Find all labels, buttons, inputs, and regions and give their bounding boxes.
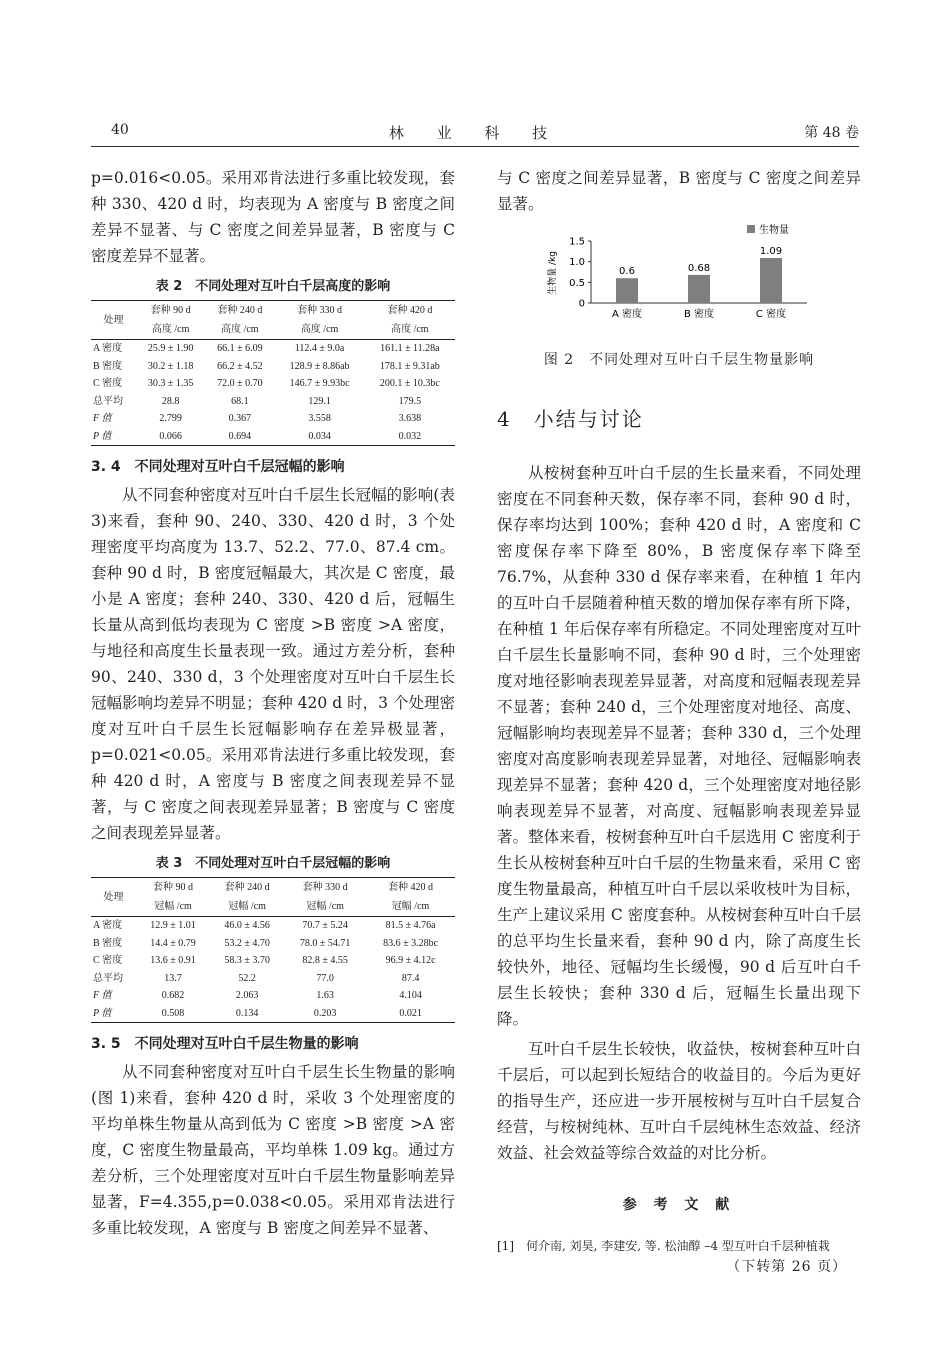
table2-col-1-line1: 套种 90 d [150, 305, 191, 316]
table-cell: 25.9 ± 1.90 [147, 343, 194, 354]
table-cell: 0.367 [228, 413, 252, 424]
table-cell: 1.63 [316, 990, 334, 1001]
y-tick-label: 1.0 [569, 257, 585, 269]
table3-col-1-line2: 冠幅 /cm [154, 901, 192, 912]
row-label: 总平均 [93, 395, 123, 407]
table3-col-3-line1: 套种 330 d [302, 882, 348, 893]
table-cell: 0.694 [228, 430, 252, 442]
table-cell: 0.203 [313, 1007, 337, 1019]
table-row [91, 393, 455, 411]
table-cell: 13.6 ± 0.91 [150, 955, 196, 966]
table3-title: 表 3 不同处理对互叶白千层冠幅的影响 [155, 856, 391, 871]
table-cell: 112.4 ± 9.0a [294, 343, 345, 354]
table-cell: 46.0 ± 4.56 [224, 920, 270, 931]
section-4-title: 4 小结与讨论 [497, 407, 644, 431]
table-row [91, 1005, 455, 1023]
table-cell: 66.1 ± 6.09 [217, 343, 263, 354]
y-axis-label: 生物量 /kg [548, 251, 558, 295]
table3-col-4-line2: 冠幅 /cm [391, 901, 430, 912]
table-cell: 2.063 [235, 990, 259, 1001]
right-column [497, 165, 861, 1276]
table-cell: 0.066 [159, 430, 182, 442]
table2-col-1-line2: 高度 /cm [151, 324, 190, 335]
table3-col-3-line2: 冠幅 /cm [306, 901, 344, 912]
bar-2 [688, 275, 710, 303]
page-header [91, 118, 859, 147]
row-label: B 密度 [93, 360, 123, 372]
table2 [91, 300, 455, 446]
table-row [91, 987, 455, 1005]
table-row [91, 410, 455, 428]
table-cell: 179.5 [398, 395, 422, 407]
table-row [91, 375, 455, 393]
table-row [91, 952, 455, 970]
table3-col-1-line1: 套种 90 d [153, 882, 194, 893]
table2-header-row [91, 301, 455, 321]
table-cell: 0.032 [398, 430, 422, 442]
table-cell: 129.1 [308, 395, 331, 407]
y-tick-label: 0 [578, 298, 585, 310]
table-cell: 161.1 ± 11.28a [380, 343, 440, 354]
section-4-paragraph-1: 从桉树套种互叶白千层的生长量来看，不同处理密度在不同套种天数，保存率不同，套种 90 d 时，保存率均达到 100%；套种 420 d 时，A 密度和 C 密度保存率下降至 80%，B 密度保存率下降至 76.7%，从套种 330 d 保存率来看，在种植 1 年内的互叶白千层随着种植天数的增加保存率有所下降，在种植 1 年后保存率有所稳定。不同处理密度对互叶白千层生长量影响不同，套种 90 d 时，三个处理密度对地径影响表现差异显著，对高度和冠幅表现差异不显著；套种 240 d，三个处理密度对地径、高度、冠幅影响均表现差异不显著；套种 330 d，三个处理密度对高度影响表现差异显著，对地径、冠幅影响表现差异不显著；套种 420 d，三个处理密度对地径影响表现差异不显著，对高度、冠幅影响表现差异显著。整体来看，桉树套种互叶白千层选用 C 密度利于生长从桉树套种互叶白千层的生物量来看，采用 C 密度生物量最高，种植互叶白千层以采收枝叶为目标，生产上建议采用 C 密度套种。从桉树套种互叶白千层的总平均生长量来看，套种 90 d 内，除了高度生长较快外，地径、冠幅均生长缓慢，90 d 后互叶白千层生长较快；套种 330 d 后，冠幅生长量出现下降。 [497, 464, 861, 1028]
table-cell: 0.682 [161, 990, 185, 1001]
references-title: 参 考 文 献 [622, 1197, 736, 1213]
table-row [91, 917, 455, 935]
table2-col-3-line2: 高度 /cm [300, 324, 339, 335]
table2-col-2-line1: 套种 240 d [217, 305, 263, 316]
reference-1: [1] 何介南, 刘昊, 李建安, 等. 松油醇 –4 型互叶白千层种植栽 [497, 1239, 830, 1253]
table-cell: 12.9 ± 1.01 [150, 920, 196, 931]
table-cell: 13.7 [164, 972, 182, 984]
table-cell: 14.4 ± 0.79 [150, 937, 196, 949]
table-cell: 200.1 ± 10.3bc [379, 378, 440, 389]
x-category-label: A 密度 [611, 309, 643, 320]
row-label: 总平均 [93, 972, 123, 984]
table-row [91, 935, 455, 953]
right-paragraph-1: 与 C 密度之间差异显著，B 密度与 C 密度之间差异显著。 [497, 169, 861, 213]
row-label: C 密度 [93, 955, 123, 966]
table-cell: 28.8 [161, 395, 180, 407]
x-category-label: B 密度 [683, 309, 715, 320]
table-cell: 0.508 [161, 1007, 185, 1019]
table-row [91, 358, 455, 376]
page-number: 40 [111, 122, 129, 138]
table3-col-4-line1: 套种 420 d [388, 882, 434, 893]
table-cell: 82.8 ± 4.55 [302, 955, 348, 966]
bar-3 [760, 258, 782, 303]
section-3-5-title: 3. 5 不同处理对互叶白千层生物量的影响 [91, 1036, 359, 1052]
table-cell: 66.2 ± 4.52 [217, 360, 263, 372]
volume-label: 第 48 卷 [804, 125, 859, 141]
table-cell: 72.0 ± 0.70 [217, 378, 263, 389]
bar-value-label: 1.09 [759, 245, 783, 257]
left-column [91, 165, 455, 1241]
table2-col-2-line2: 高度 /cm [221, 324, 259, 335]
table3 [91, 877, 455, 1023]
row-label: A 密度 [93, 343, 123, 354]
table-cell: 0.034 [308, 430, 331, 442]
table-cell: 78.0 ± 54.71 [299, 937, 351, 949]
x-category-label: C 密度 [755, 309, 787, 320]
table-row [91, 340, 455, 358]
table-cell: 96.9 ± 4.12c [385, 955, 436, 966]
bar-1 [616, 278, 638, 303]
section-3-4-title: 3. 4 不同处理对互叶白千层冠幅的影响 [91, 459, 345, 475]
section-3-4-text: 从不同套种密度对互叶白千层生长冠幅的影响(表 3)来看，套种 90、240、330、420 d 时，3 个处理密度平均高度为 13.7、52.2、77.0、87.4 cm。套种 90 d 时，B 密度冠幅最大，其次是 C 密度，最小是 A 密度；套种 240、330、420 d 后，冠幅生长量从高到低均表现为 C 密度 >B 密度 >A 密度，与地径和高度生长量表现一致。通过方差分析，套种 90、240、330 d，3 个处理密度对互叶白千层生长冠幅影响均差异不明显；套种 420 d 时，3 个处理密度对互叶白千层生长冠幅影响存在差异极显著，p=0.021<0.05。采用邓肯法进行多重比较发现，套种 420 d 时，A 密度与 B 密度之间表现差异不显著，与 C 密度之间表现差异显著；B 密度与 C 密度之间表现差异显著。 [91, 486, 455, 842]
table2-col-4-line1: 套种 420 d [387, 305, 433, 316]
table-cell: 68.1 [231, 395, 249, 407]
table3-col-2-line1: 套种 240 d [224, 882, 270, 893]
row-label: A 密度 [93, 920, 123, 931]
table-cell: 70.7 ± 5.24 [302, 920, 348, 931]
table2-title: 表 2 不同处理对互叶白千层高度的影响 [155, 279, 391, 294]
row-label: F 值 [93, 990, 112, 1001]
table-cell: 30.2 ± 1.18 [147, 360, 194, 372]
biomass-chart [497, 223, 861, 345]
table-cell: 58.3 ± 3.70 [224, 955, 270, 966]
row-label: C 密度 [93, 378, 123, 389]
table-cell: 81.5 ± 4.76a [385, 920, 436, 931]
section-3-5-text: 从不同套种密度对互叶白千层生长生物量的影响(图 1)来看，套种 420 d 时，采收 3 个处理密度的平均单株生物量从高到低为 C 密度 >B 密度 >A 密度，C 密度生物量最高，平均单株 1.09 kg。通过方差分析，三个处理密度对互叶白千层生物量影响差异显著，F=4.355,p=0.038<0.05。采用邓肯法进行多重比较发现，A 密度与 B 密度之间差异不显著、 [91, 1063, 455, 1237]
table-cell: 146.7 ± 9.93bc [289, 378, 350, 389]
y-tick-label: 0.5 [569, 277, 585, 289]
row-label: F 值 [93, 413, 112, 424]
table-cell: 53.2 ± 4.70 [224, 937, 270, 949]
table-cell: 4.104 [399, 990, 422, 1001]
table-cell: 3.558 [308, 413, 331, 424]
table-cell: 30.3 ± 1.35 [147, 378, 194, 389]
table3-header-treatment: 处理 [103, 891, 124, 903]
table-row [91, 428, 455, 446]
table-cell: 0.134 [235, 1007, 259, 1019]
journal-title: 林 业 科 技 [388, 124, 562, 142]
table3-header-row-2 [91, 897, 455, 917]
table-row [91, 970, 455, 988]
table2-header-treatment: 处理 [103, 314, 124, 326]
table-cell: 83.6 ± 3.28bc [383, 937, 439, 949]
row-label: P 值 [93, 430, 112, 442]
left-paragraph-1: p=0.016<0.05。采用邓肯法进行多重比较发现，套种 330、420 d 时，均表现为 A 密度与 B 密度之间差异不显著、与 C 密度之间差异显著，B 密度与 C 密度差异不显著。 [91, 169, 455, 265]
table2-col-3-line1: 套种 330 d [297, 305, 343, 316]
table-cell: 128.9 ± 8.86ab [289, 360, 350, 372]
row-label: P 值 [93, 1007, 112, 1019]
bar-value-label: 0.6 [619, 266, 635, 278]
table-cell: 87.4 [401, 972, 420, 984]
table-cell: 0.021 [399, 1007, 422, 1019]
table-cell: 178.1 ± 9.31ab [379, 360, 440, 372]
biomass-chart-svg [497, 223, 861, 345]
row-label: B 密度 [93, 937, 123, 949]
table-cell: 52.2 [238, 972, 256, 984]
table3-col-2-line2: 冠幅 /cm [228, 901, 266, 912]
bar-value-label: 0.68 [687, 262, 711, 274]
legend-swatch [747, 225, 755, 233]
table-cell: 3.638 [398, 413, 422, 424]
table3-header-row [91, 878, 455, 898]
y-tick-label: 1.5 [569, 236, 585, 248]
table2-col-4-line2: 高度 /cm [391, 324, 429, 335]
figure-caption: 图 2 不同处理对互叶白千层生物量影响 [543, 352, 815, 368]
section-4-paragraph-2: 互叶白千层生长较快，收益快，桉树套种互叶白千层后，可以起到长短结合的收益目的。今后为更好的指导生产，还应进一步开展桉树与互叶白千层复合经营，与桉树纯林、互叶白千层纯林生态效益、经济效益、社会效益等综合效益的对比分析。 [497, 1040, 861, 1162]
legend-label: 生物量 [759, 225, 789, 236]
table-cell: 77.0 [316, 972, 334, 984]
table2-header-row-2 [91, 320, 455, 340]
table-cell: 2.799 [159, 413, 182, 424]
continued-note: （下转第 26 页） [726, 1259, 847, 1275]
